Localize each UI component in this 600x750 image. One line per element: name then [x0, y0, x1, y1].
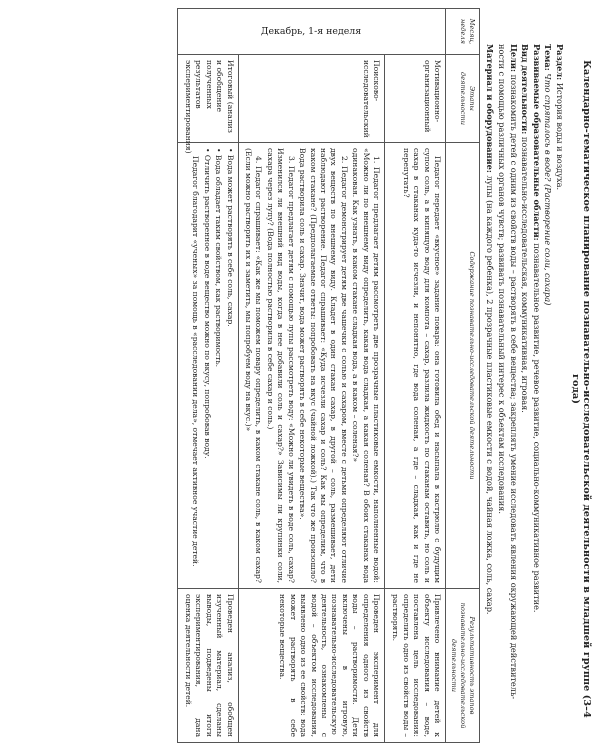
- cel-line-cont: [495, 44, 507, 734]
- content-cell: [238, 143, 384, 589]
- results-paragraph: Проведен анализ, обобщен изученный материал, сделаны выводы, подведены итоги экспериментирования, дана оценка деятельности детей.: [184, 594, 235, 737]
- week-label: Декабрь, 1-я неделя: [261, 25, 362, 37]
- document-header: [484, 44, 592, 734]
- oblasti-line: [530, 44, 542, 734]
- material-value: лупы (на каждого ребенка), 2 прозрачные пластиковые емкости с водой, чайная ложка, соль, сахар.: [485, 175, 496, 615]
- content-bullet: • Вода может растворять в себе соль, сахар.: [225, 148, 235, 327]
- header-content: Содержание познавательно-исследовательской деятельности: [446, 143, 480, 589]
- material-line: [484, 44, 496, 734]
- content-paragraph: 3. Педагог предлагает детям с помощью лупы рассмотреть воду: «Можно ли увидеть в воде соль, сахар? Изменился ли внешний вид воды, когда в нее добавили соль и сахар?» Зависимы ли крупинки соли, сахара через лупу? (Вода полностью растворила в себе сахар и соль.): [265, 148, 296, 583]
- cel-line: [507, 44, 519, 734]
- tema-label: Тема:: [543, 44, 554, 71]
- material-label: Материал и оборудование:: [485, 44, 496, 173]
- results-paragraph: Проведен эксперимент для определения одного из свойств воды – растворимости. Дети включены в игровую, познавательно-исследовательскую деятельность, ознакомлены с водой – объектом исследования, выявлено одно из ее свойств: вода может растворять в себе некоторые вещества.: [278, 594, 381, 737]
- results-cell: [238, 589, 384, 743]
- tema-line: [542, 44, 554, 734]
- tema-value: Что спряталось в воде? (Растворение соли, сахара): [543, 73, 554, 306]
- content-bullet: • Отличить растворенное в воде вещество можно по вкусу, попробовав воду.: [202, 148, 212, 459]
- content-paragraph: Педагог передает «вкусное» задание повара: она готовила обед и насыпала в кастрюлю с будущим супом соль, а в кипящую воду для компота – сахар, разлила жидкость по стаканам оставить, но соль и сахар в стаканах куда-то исчезли, и непонятно, где вода соленая, а где – сладкая, как и где не перепутать?: [401, 148, 442, 583]
- cel-label: Цели:: [508, 44, 519, 72]
- week-cell: [177, 9, 445, 55]
- planning-table: [177, 8, 480, 743]
- content-paragraph: 4. Педагог спрашивает: «Как же мы поможем повару определить, в каком стакане соль, в каком сахар? (Если можно растворить их и заметить, мы попробуем воду на вкус.)»: [244, 148, 264, 583]
- vidy-label: Вид деятельности:: [520, 44, 531, 135]
- table-row-summary: [177, 9, 238, 743]
- content-bullet: • Вода обладает таким свойством, как растворимость.: [214, 148, 224, 368]
- results-cell: [384, 589, 445, 743]
- vidy-value: познавательно-исследовательская, коммуникативная, игровая.: [520, 136, 531, 413]
- table-row-motivation: [384, 9, 445, 743]
- header-results: Результативность этапов познавательно-исследовательской деятельности: [446, 589, 480, 743]
- vidy-line: [519, 44, 531, 734]
- header-week: Месяц, неделя: [446, 9, 480, 55]
- table-header-row: [446, 9, 480, 743]
- content-paragraph: Педагог благодарит «ученых» за помощь в «расследовании дела», отмечает активное участие детей.: [191, 156, 201, 567]
- razdel-line: [553, 44, 565, 734]
- cel-value-cont: ности с помощью различных органов чувств; развивать познавательный интерес к объектам исследования.: [497, 44, 508, 514]
- content-cell: [384, 143, 445, 589]
- results-cell: [177, 589, 238, 743]
- stage-cell: Итоговый (анализ и обобщение полученных результатов экспериментирования): [177, 55, 238, 143]
- table-row-research: [238, 9, 384, 743]
- stage-cell: Поисково-исследовательский: [238, 55, 384, 143]
- content-paragraph: 2. Педагог демонстрирует детям две чашечки с солью и сахаром, вместе с детьми определяют отличие двух веществ по внешнему виду. Кладет в один стакан сахар, в другой – соль, размешивает, дети наблюдают растворение. Педагог спрашивает: «Куда исчезли сахар и соль? Как мы определим, что в каком стакане? (Предполагаемые ответы: попробовать на вкус (чайной ложкой).) Так что же произошло? Вода растворила соль и сахар. Значит, вода может растворять в себе некоторые вещества».: [298, 148, 349, 583]
- cel-value: познакомить детей с одним из свойств воды – растворять в себе вещества; закреплять умение исследовать явления окружающей действитель-: [508, 74, 519, 700]
- razdel-value: История воды и воздуха.: [555, 82, 565, 191]
- razdel-label: Раздел:: [555, 44, 565, 81]
- results-paragraph: Привлечено внимание детей к объекту исследования – воде, поставлена цель исследования: определить одно из свойств воды – растворять.: [391, 594, 442, 737]
- oblasti-value: познавательное развитие, речевое развитие, социально-коммуникативное развитие.: [531, 243, 542, 613]
- header-stage: Этапы деятельности: [446, 55, 480, 143]
- oblasti-label: Развиваемые образовательные области:: [531, 44, 542, 241]
- content-cell: [177, 143, 238, 589]
- stage-cell: Мотивационно-организационный: [384, 55, 445, 143]
- content-paragraph: 1. Педагог предлагает детям рассмотреть две прозрачные пластиковые емкости, наполненные водой: «Можно ли по внешнему виду определить, какая вода сладкая, а какая соленая? В обоих стаканах вода одинаковая. Как узнать, в каком стакане сладкая вода, а в каком – соленая?»: [351, 148, 381, 583]
- document-title: Календарно-тематическое планирование познавательно-исследовательской деятельности в младшей группе (3–4 года): [570, 60, 592, 718]
